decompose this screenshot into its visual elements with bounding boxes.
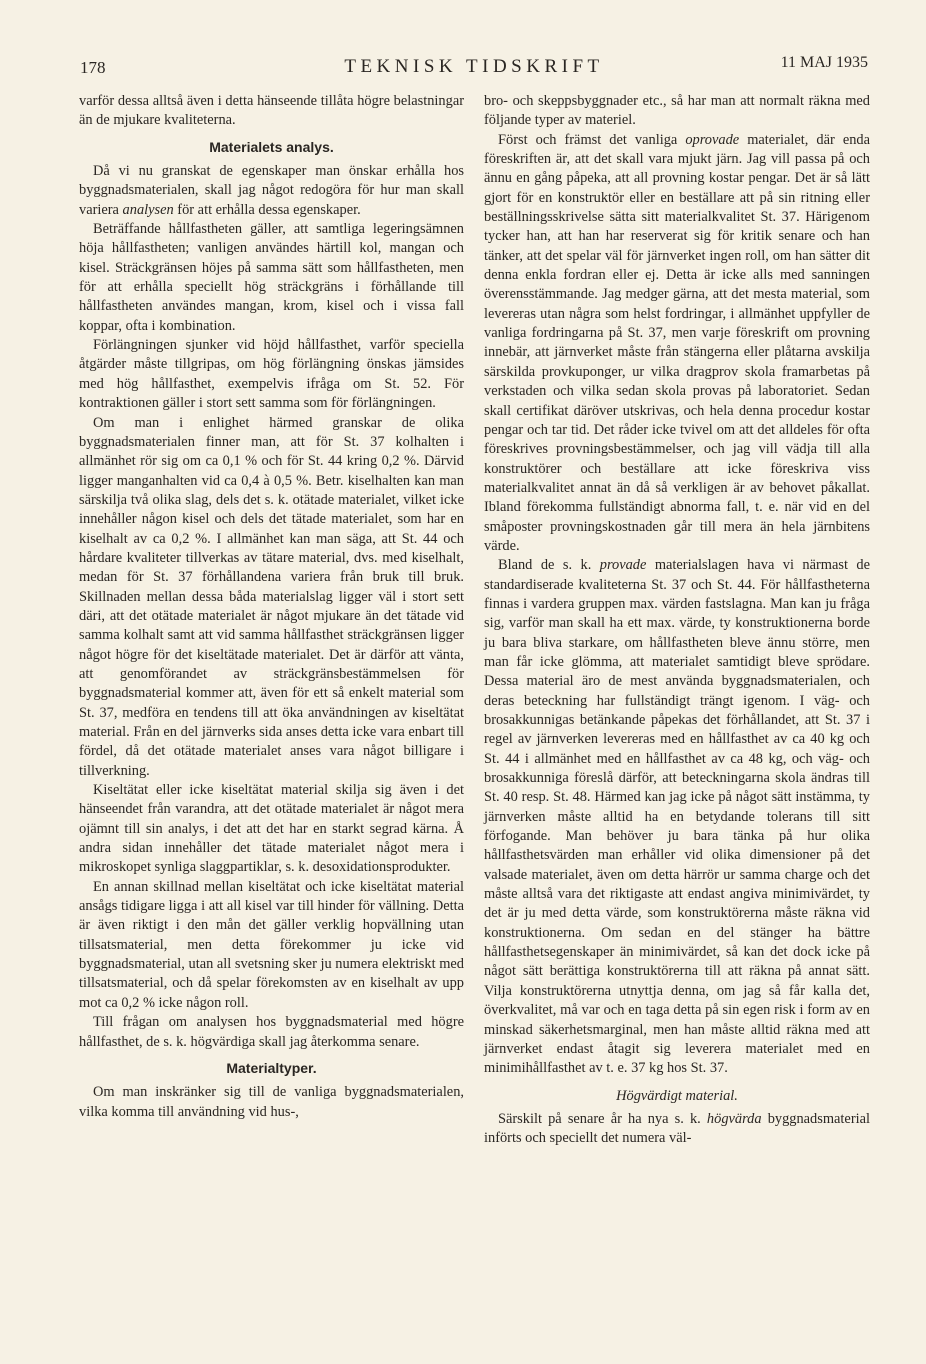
paragraph: Till frågan om analysen hos byggnadsmaterial med högre hållfasthet, de s. k. högvärdiga skall jag återkomma senare. [79,1014,464,1050]
paragraph: Först och främst det vanliga oprovade materialet, där enda föreskriften är, att det skall vara mjukt järn. Jag vill passa på och ännu en gång påpeka, att all provning kostar pengar. Det är så lätt gjort för en konstruktör eller en beställare att på sin ritning eller beställningsskrivelse sätta sitt materialkvalitet St. 37. Härigenom tycker han, att han har reserverat sig för kritik senare och han tänker, att det spelar väl för järnverket ingen roll, om han sätter dit denna enkla fordran eller ej. Detta är icke alls med sanningen överensstämmande. Jag medger gärna, att det mesta material, som levereras utan några som helst fordringar, i allmänhet uppfyller de vanliga fordringarna på St. 37, men varje föreskrift om provning innebär, att järnverket måste från stängerna eller plåtarna avskilja särskilda provkuponger, ur vilka dragprov skola framarbetas på verkstaden och vilka sedan skola provas på laboratoriet. Sedan skall certifikat däröver utskrivas, och hela denna procedur kostar pengar och tar tid. Det råder icke tvivel om att det alldeles för ofta föreskrives provningsbestämmelser, och jag vill vädja till alla konstruktörer och beställare att icke föreskriva viss materialkvalitet annat än då så verkligen är av behovet påkallat. Ibland förekomma fullständigt abnorma fall, t. e. när vid en del småposter provningskostnaden går till mera än hela järnbitens värde. [484,131,870,554]
paragraph: En annan skillnad mellan kiseltätat och icke kiseltätat material ansågs tidigare ligga i att all kisel var till hinder för vällning. Detta är även riktigt i den mån det gäller verklig hopvällning utan tillsatsmaterial, men detta förekommer ju icke vid byggnadsmaterial, utan all svetsning sker ju numera elektriskt med tillsatsmaterial, och då spelar förekomsten av en kiselhalt av upp mot ca 0,2 % icke någon roll. [79,878,464,1011]
section-heading-hogvardigt-material: Högvärdigt material. [616,1087,738,1104]
paragraph: Om man inskränker sig till de vanliga byggnadsmaterialen, vilka komma till användning vid hus-, [79,1084,464,1120]
left-column [79,92,464,1122]
page-header [80,56,868,82]
paragraph: Förlängningen sjunker vid höjd hållfasthet, varför speciella åtgärder måste tillgripas, om hög förlängning önskas jämsides med hög hållfasthet, exempelvis ifråga om St. 52. För kontraktionen gäller i stort sett samma som för förlängningen. [79,337,464,412]
issue-date: 11 MAJ 1935 [780,54,868,71]
emphasis: oprovade [685,131,740,148]
right-column [484,92,870,1149]
page-number: 178 [80,58,106,77]
journal-title: TEKNISK TIDSKRIFT [344,56,604,77]
paragraph: Beträffande hållfastheten gäller, att samtliga legeringsämnen höja hållfastheten; vanligen användes härtill kol, mangan och kisel. Sträckgränsen höjes på samma sätt som hållfastheten, men för att erhålla speciellt hög sträckgräns i förhållande till hållfastheten användes mangan, krom, kisel och i vissa fall koppar, ofta i kombination. [79,221,464,334]
paragraph: Då vi nu granskat de egenskaper man önskar erhålla hos byggnadsmaterialen, skall jag något redogöra för hur man skall variera analysen för att erhålla dessa egenskaper. [79,163,464,218]
paragraph: bro- och skeppsbyggnader etc., så har man att normalt räkna med följande typer av materiel. [484,93,870,129]
section-heading-materialtyper: Materialtyper. [226,1059,317,1076]
emphasis: högvärda [706,1110,762,1127]
paragraph: Bland de s. k. provade materialslagen hava vi närmast de standardiserade kvaliteterna St. 37 och St. 44. För hållfastheterna finnas i vardera gruppen max. värden fastslagna. Man kan ju fråga sig, varför man skall ha ett max. värde, ty konstruktionerna borde ju bara bliva starkare, om hållfastheten bleve ännu större, men man får icke glömma, att materialet samtidigt bleve sprödare. Dessa material äro de mest använda byggnadsmaterialen, och deras beteckning har fullständigt trängt igenom. I väg- och brosakkunnigas betänkande påpekas det förhållandet, att St. 37 i regel av järnverken levereras med en hållfasthet av ca 40 kg och St. 44 i allmänhet med en hållfasthet av ca 48 kg, och väg- och brosakkunniga föreslå därför, att beteckningarna skola ändras till St. 40 resp. St. 48. Härmed kan jag icke på något sätt instämma, ty järnverken måste alltid ha en betydande tolerans till sitt förfogande. Man behöver ju bara tänka på hur olika hållfasthetsvärden man erhåller vid olika dimensioner på det valsade materialet, även om detta härrör ur samma charge och det måste alltså vara det riktigaste att endast angiva minimivärdet, ty det är ju med detta värde, som konstruktörerna måste räkna vid konstruktionerna. Om sedan en del stänger ha bättre hållfasthetsegenskaper än minimivärdet, så kan det dock icke på något sätt berättiga konstruktörerna till att räkna på annat sätt. Vilja konstruktörerna utnyttja denna, om jag så får kalla det, överkvalitet, må var och en taga detta på sin egen risk i form av en minskad säkerhetsmarginal, men han måste alltid räkna med att järnverket endast åtagit sig leverera materialet med en minimihållfasthet av t. e. 37 kg hos St. 37. [484,557,871,1077]
paragraph: Om man i enlighet härmed granskar de olika byggnadsmaterialen finner man, att för St. 37 kolhalten i allmänhet rör sig om ca 0,1 % och för St. 44 kring 0,2 %. Därvid ligger manganhalten vid ca 0,4 à 0,5 %. Betr. kiselhalten kan man särskilja två olika slag, dels det s. k. otätade materialet, vilket icke innehåller någon kisel och dels det tätade materialet, som har en kiselhalt av ca 0,2 %. I allmänhet kan man säga, att St. 44 och hårdare kvaliteter tillverkas av tätare material, dvs. med kiselhalt, medan för St. 37 förhållandena variera från bruk till bruk. Skillnaden mellan dessa båda materialslag ligger väl i stort sett däri, att det otätade materialet är något mjukare än det tätade vid samma kolhalt samt att vid samma hållfasthet sträckgränsen ligger något högre för det kiseltätade materialet. Det är därför att vänta, att genomförandet av sträckgränsbestämmelsen för byggnadsmaterial kommer att, även för ett så enkelt material som St. 37, medföra en tendens till att öka användningen av kiseltätat material. Från en del järnverks sida anses detta icke vara enbart till fördel, då det otätade materialet anses vara något billigare i tillverkning. [79,414,464,779]
section-heading-materialets-analys: Materialets analys. [209,138,334,155]
paragraph: Kiseltätat eller icke kiseltätat material skilja sig även i det hänseendet från varandra, att det otätade materialet är något mera ojämnt till sin analys, i det att det har en starkt segrad kärna. Å andra sidan innehåller det tätade materialet något mera i mikroskopet synliga slaggpartiklar, s. k. desoxidationsprodukter. [79,782,464,876]
paragraph: varför dessa alltså även i detta hänseende tillåta högre belastningar än de mjukare kvaliteterna. [79,93,464,129]
paragraph: Särskilt på senare år ha nya s. k. högvärda byggnadsmaterial införts och speciellt det numera väl- [484,1110,870,1147]
emphasis: analysen [122,201,174,218]
emphasis: provade [599,557,647,574]
